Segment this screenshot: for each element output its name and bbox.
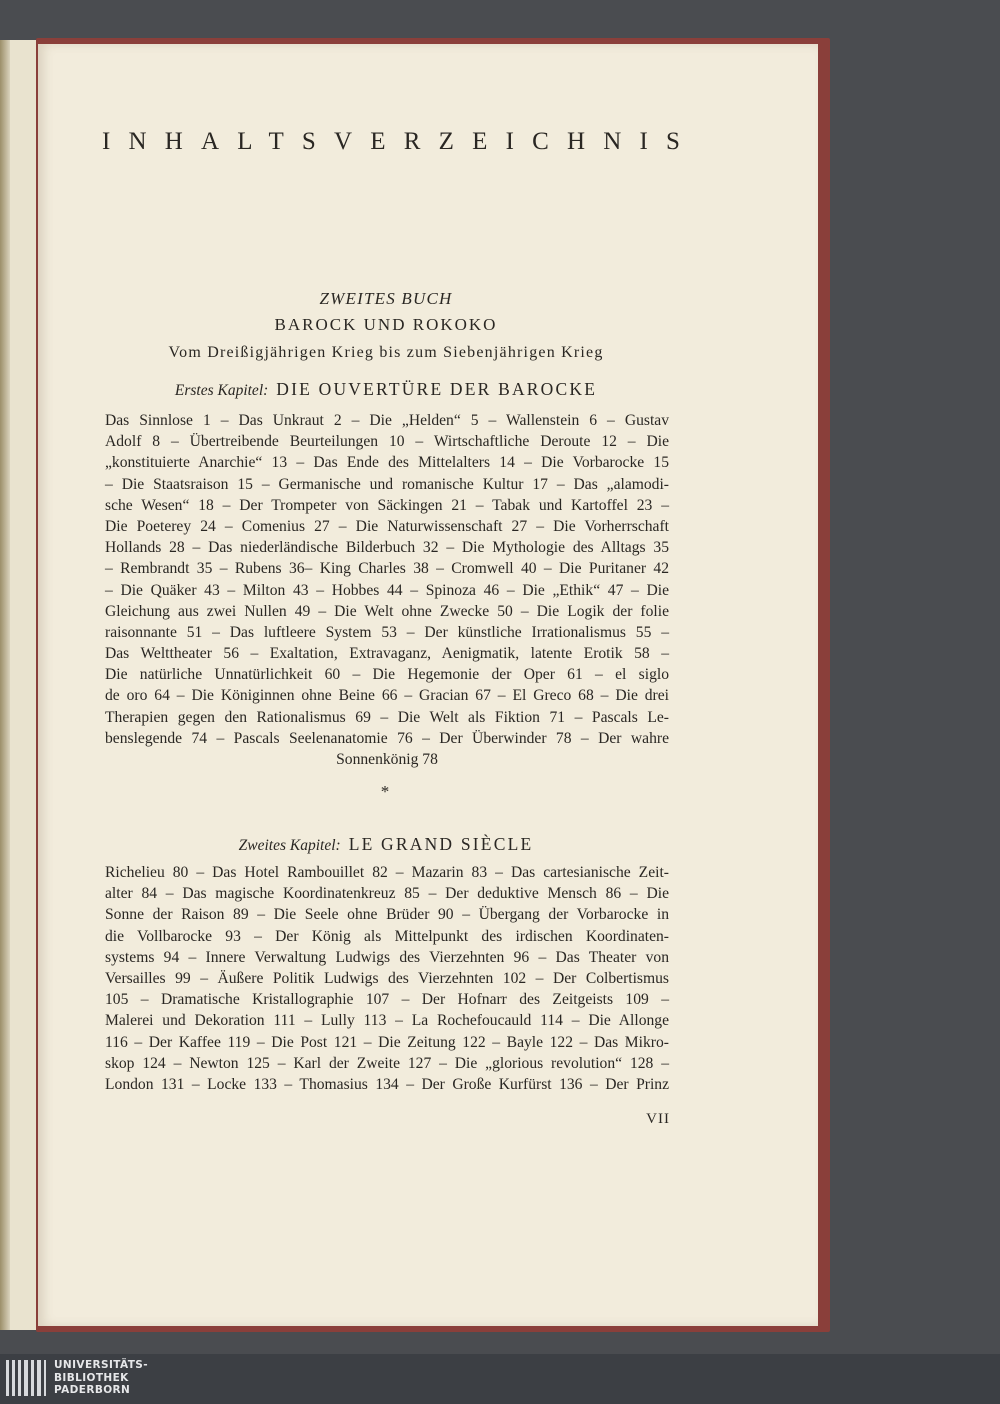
toc-line: 105 – Dramatische Kristallographie 107 – Der Hofnarr des Zeitgeists 109 – [105, 991, 669, 1009]
chapter-2-title: LE GRAND SIÈCLE [348, 834, 534, 854]
toc-line: skop 124 – Newton 125 – Karl der Zweite 127 – Die „glorious revolution“ 128 – [105, 1054, 669, 1072]
toc-line: Das Sinnlose 1 – Das Unkraut 2 – Die „Helden“ 5 – Wallenstein 6 – Gustav [105, 412, 669, 429]
toc-line: die Vollbarocke 93 – Der König als Mittelpunkt des irdischen Koordinaten- [105, 927, 669, 945]
part-subtitle: Vom Dreißigjährigen Krieg bis zum Siebenjährigen Krieg [168, 344, 604, 361]
toc-line: Das Welttheater 56 – Exaltation, Extravaganz, Aenigmatik, latente Erotik 58 – [105, 645, 669, 663]
toc-line: sche Wesen“ 18 – Der Trompeter von Säckingen 21 – Tabak und Kartoffel 23 – [105, 496, 669, 514]
chapter-1-heading [100, 379, 672, 400]
chapter-1-label: Erstes Kapitel: [174, 382, 269, 399]
toc-line: alter 84 – Das magische Koordinatenkreuz 85 – Der deduktive Mensch 86 – Die [105, 885, 669, 903]
footer-bar [0, 1354, 1000, 1404]
chapter-2-contents [105, 862, 669, 1095]
library-logo-icon [6, 1360, 46, 1396]
toc-line: de oro 64 – Die Königinnen ohne Beine 66 – Gracian 67 – El Greco 68 – Die drei [105, 687, 669, 705]
toc-line: Sonnenkönig 78 [336, 751, 438, 768]
logo-line: UNIVERSITÄTS- [54, 1359, 149, 1371]
left-page-gutter [0, 40, 10, 1330]
toc-line: Adolf 8 – Übertreibende Beurteilungen 10 – Wirtschaftliche Deroute 12 – Die [105, 433, 669, 451]
library-logo-text [54, 1359, 254, 1397]
page-number: VII [646, 1111, 670, 1127]
part-title: BAROCK UND ROKOKO [274, 315, 498, 334]
toc-line: „konstituierte Anarchie“ 13 – Das Ende des Mittelalters 14 – Die Vorbarocke 15 [105, 454, 669, 472]
toc-line: – Die Quäker 43 – Milton 43 – Hobbes 44 – Spinoza 46 – Die „Ethik“ 47 – Die [105, 581, 669, 599]
toc-line: – Die Staatsraison 15 – Germanische und romanische Kultur 17 – Das „alamodi- [105, 475, 669, 493]
toc-line: systems 94 – Innere Verwaltung Ludwigs des Vierzehnten 96 – Das Theater von [105, 948, 669, 966]
toc-line: Hollands 28 – Das niederländische Bilderbuch 32 – Die Mythologie des Alltags 35 [105, 539, 669, 557]
chapter-2-label: Zweites Kapitel: [238, 837, 341, 854]
logo-line: PADERBORN [54, 1384, 131, 1397]
chapter-1-contents [105, 410, 669, 770]
toc-line: Versailles 99 – Äußere Politik Ludwigs des Vierzehnten 102 – Der Colbertismus [105, 969, 669, 987]
chapter-1-title: DIE OUVERTÜRE DER BAROCKE [276, 379, 598, 399]
toc-line: Die natürliche Unnatürlichkeit 60 – Die Hegemonie der Oper 61 – el siglo [105, 666, 669, 684]
toc-line: – Rembrandt 35 – Rubens 36– King Charles 38 – Cromwell 40 – Die Puritaner 42 [105, 560, 669, 578]
toc-line: Die Poeterey 24 – Comenius 27 – Die Naturwissenschaft 27 – Die Vorherrschaft [105, 517, 669, 535]
toc-line: benslegende 74 – Pascals Seelenanatomie 76 – Der Überwinder 78 – Der wahre [105, 729, 669, 747]
toc-line: Richelieu 80 – Das Hotel Rambouillet 82 – Mazarin 83 – Das cartesianische Zeit- [105, 864, 669, 881]
toc-line: London 131 – Locke 133 – Thomasius 134 – Der Große Kurfürst 136 – Der Prinz [105, 1075, 669, 1093]
page-title: INHALTSVERZEICHNIS [102, 128, 699, 155]
logo-line: BIBLIOTHEK [54, 1371, 129, 1384]
toc-line: Malerei und Dekoration 111 – Lully 113 – La Rochefoucauld 114 – Die Allonge [105, 1012, 669, 1030]
toc-line: Sonne der Raison 89 – Die Seele ohne Brüder 90 – Übergang der Vorbarocke in [105, 906, 669, 924]
toc-line: 116 – Der Kaffee 119 – Die Post 121 – Die Zeitung 122 – Bayle 122 – Das Mikro- [105, 1033, 669, 1051]
toc-line: raisonnante 51 – Das luftleere System 53 – Der künstliche Irrationalismus 55 – [105, 623, 669, 641]
toc-line: Gleichung aus zwei Nullen 49 – Die Welt ohne Zwecke 50 – Die Logik der folie [105, 602, 669, 620]
part-label: ZWEITES BUCH [319, 289, 453, 308]
chapter-2-heading [100, 834, 672, 855]
toc-line: Therapien gegen den Rationalismus 69 – Die Welt als Fiktion 71 – Pascals Le- [105, 708, 669, 726]
section-separator: * [380, 782, 390, 801]
